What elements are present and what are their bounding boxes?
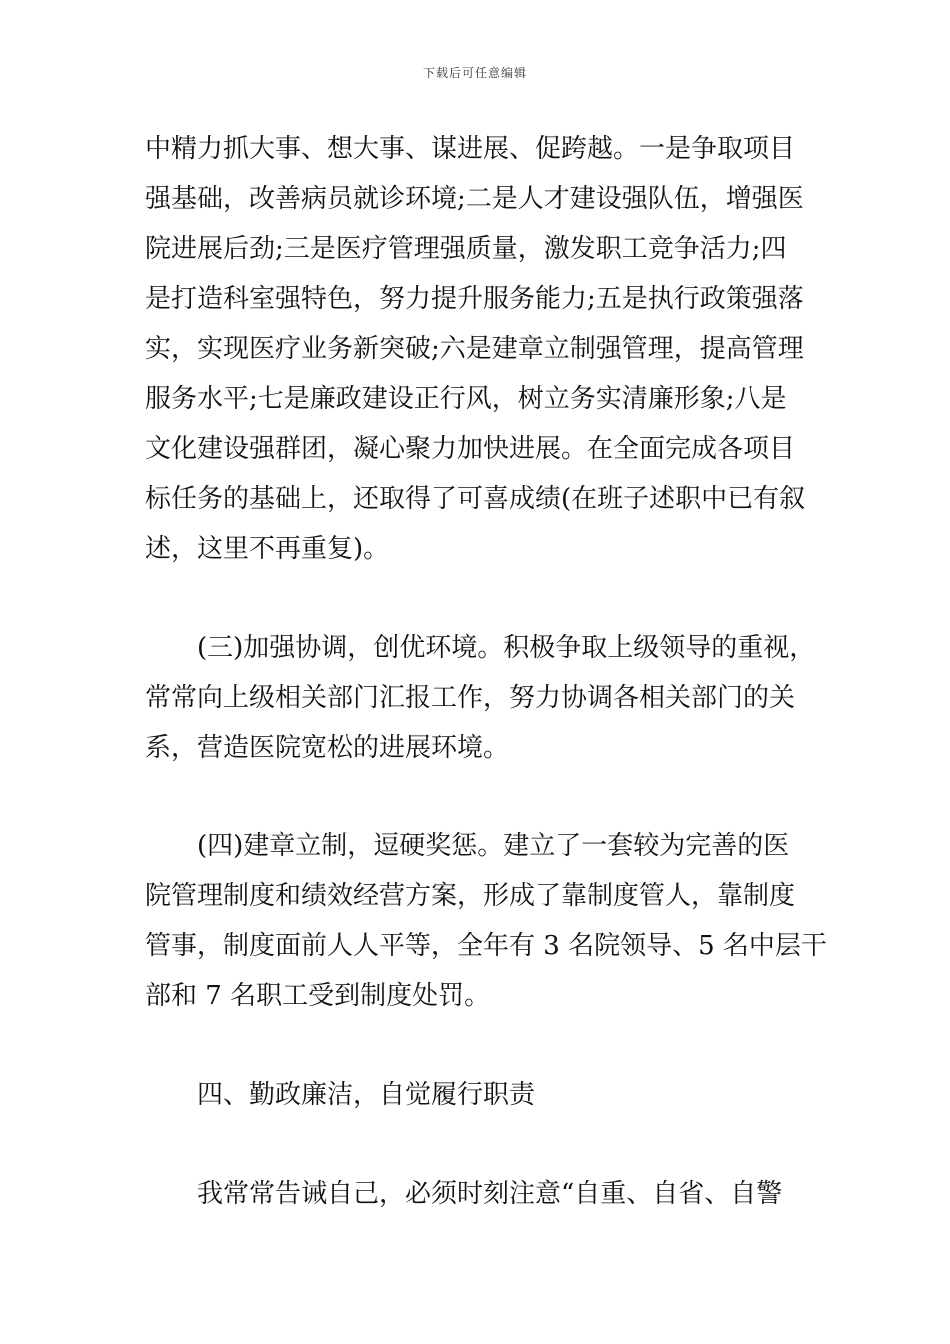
paragraph-first-line: (三)加强协调，创优环境。积极争取上级领导的重视， <box>197 633 816 663</box>
text-line: 文化建设强群团，凝心聚力加快进展。在全面完成各项目 <box>145 434 796 464</box>
text-line: 服务水平;七是廉政建设正行风，树立务实清廉形象;八是 <box>145 384 787 414</box>
text-line: 实，实现医疗业务新突破;六是建章立制强管理，提高管理 <box>145 334 804 364</box>
text-line: 院进展后劲;三是医疗管理强质量，激发职工竞争活力;四 <box>145 234 787 264</box>
text-line: 中精力抓大事、想大事、谋进展、促跨越。一是争取项目 <box>145 134 796 164</box>
text-line: 标任务的基础上，还取得了可喜成绩(在班子述职中已有叙 <box>145 484 806 514</box>
page-header: 下载后可任意编辑 <box>422 66 527 80</box>
text-line: 常常向上级相关部门汇报工作，努力协调各相关部门的关 <box>145 683 796 713</box>
text-line: 部和 7 名职工受到制度处罚。 <box>145 981 491 1011</box>
text-line: 述，这里不再重复)。 <box>145 534 390 564</box>
text-line: 系，营造医院宽松的进展环境。 <box>145 733 510 763</box>
paragraph-first-line: (四)建章立制，逗硬奖惩。建立了一套较为完善的医 <box>197 831 790 861</box>
text-line: 院管理制度和绩效经营方案，形成了靠制度管人，靠制度 <box>145 881 796 911</box>
text-line: 管事，制度面前人人平等，全年有 3 名院领导、5 名中层干 <box>145 931 827 961</box>
paragraph-first-line: 我常常告诫自己，必须时刻注意“自重、自省、自警 <box>197 1179 783 1209</box>
text-line: 强基础，改善病员就诊环境;二是人才建设强队伍，增强医 <box>145 184 804 214</box>
text-line: 是打造科室强特色，努力提升服务能力;五是执行政策强落 <box>145 284 804 314</box>
section-heading: 四、勤政廉洁，自觉履行职责 <box>197 1080 536 1110</box>
